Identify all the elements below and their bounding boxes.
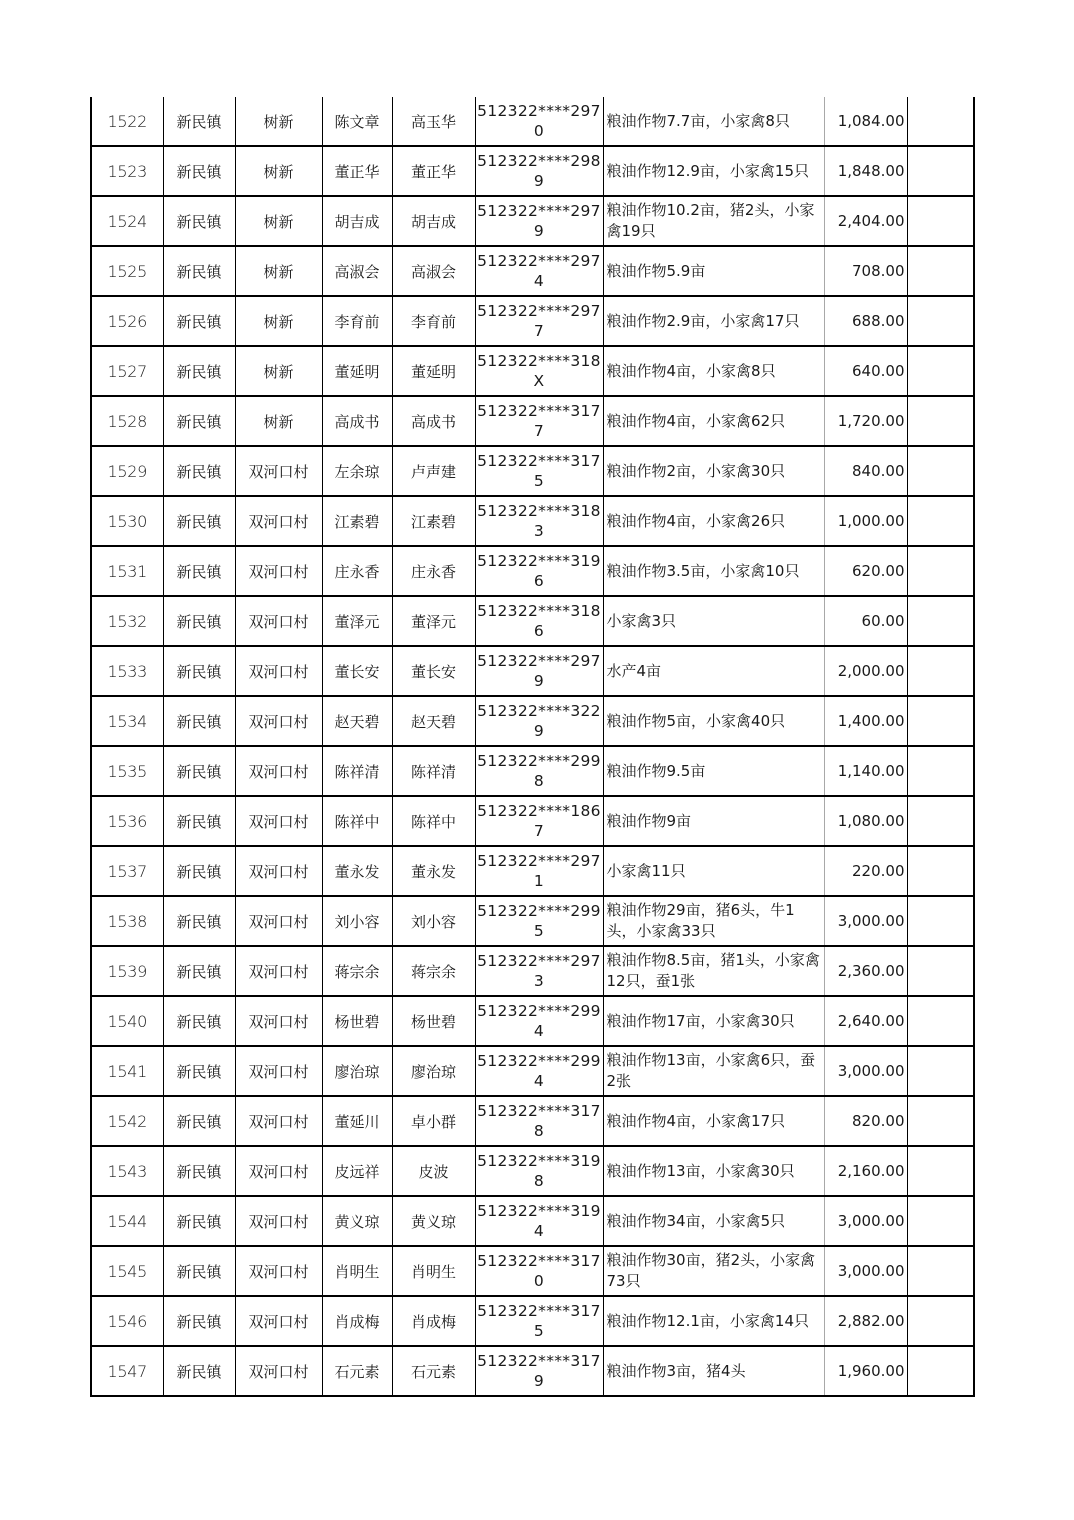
remarks-cell — [907, 1046, 974, 1096]
town-cell: 新民镇 — [163, 196, 235, 246]
subsidy-amount-cell: 2,000.00 — [824, 646, 907, 696]
row-number-cell: 1529 — [91, 446, 163, 496]
production-plan-cell: 小家禽11只 — [603, 846, 824, 896]
village-cell: 双河口村 — [235, 546, 322, 596]
remarks-cell — [907, 196, 974, 246]
recipient-name-cell: 黄义琼 — [392, 1196, 475, 1246]
subsidy-amount-cell: 1,960.00 — [824, 1346, 907, 1396]
town-cell: 新民镇 — [163, 1046, 235, 1096]
id-number-cell: 512322****2973 — [475, 946, 603, 996]
id-number-cell: 512322****2995 — [475, 896, 603, 946]
table-row — [91, 1246, 974, 1296]
recipient-name-cell: 刘小容 — [392, 896, 475, 946]
subsidy-amount-cell: 688.00 — [824, 296, 907, 346]
subsidy-amount-cell: 1,720.00 — [824, 396, 907, 446]
village-cell: 双河口村 — [235, 596, 322, 646]
recipient-name-cell: 肖明生 — [392, 1246, 475, 1296]
recipient-name-cell: 董永发 — [392, 846, 475, 896]
village-cell: 树新 — [235, 196, 322, 246]
village-cell: 双河口村 — [235, 1246, 322, 1296]
subsidy-amount-cell: 1,080.00 — [824, 796, 907, 846]
row-number-cell: 1547 — [91, 1346, 163, 1396]
production-plan-cell: 粮油作物34亩，小家禽5只 — [603, 1196, 824, 1246]
recipient-name-cell: 董长安 — [392, 646, 475, 696]
table-body — [91, 97, 974, 1396]
town-cell: 新民镇 — [163, 746, 235, 796]
id-number-cell: 512322****3229 — [475, 696, 603, 746]
production-plan-cell: 粮油作物29亩，猪6头，牛1头，小家禽33只 — [603, 896, 824, 946]
row-number-cell: 1537 — [91, 846, 163, 896]
id-number-cell: 512322****3186 — [475, 596, 603, 646]
remarks-cell — [907, 97, 974, 146]
recipient-name-cell: 高淑会 — [392, 246, 475, 296]
id-number-cell: 512322****2979 — [475, 646, 603, 696]
production-plan-cell: 粮油作物3亩，猪4头 — [603, 1346, 824, 1396]
production-plan-cell: 水产4亩 — [603, 646, 824, 696]
production-plan-cell: 粮油作物3.5亩，小家禽10只 — [603, 546, 824, 596]
production-plan-cell: 粮油作物13亩，小家禽6只，蚕2张 — [603, 1046, 824, 1096]
town-cell: 新民镇 — [163, 1096, 235, 1146]
table-row — [91, 596, 974, 646]
town-cell: 新民镇 — [163, 546, 235, 596]
row-number-cell: 1532 — [91, 596, 163, 646]
production-plan-cell: 粮油作物5.9亩 — [603, 246, 824, 296]
town-cell: 新民镇 — [163, 146, 235, 196]
id-number-cell: 512322****3170 — [475, 1246, 603, 1296]
subsidy-amount-cell: 3,000.00 — [824, 896, 907, 946]
village-cell: 双河口村 — [235, 696, 322, 746]
subsidy-amount-cell: 2,882.00 — [824, 1296, 907, 1346]
row-number-cell: 1543 — [91, 1146, 163, 1196]
id-number-cell: 512322****2994 — [475, 996, 603, 1046]
id-number-cell: 512322****2974 — [475, 246, 603, 296]
recipient-name-cell: 江素碧 — [392, 496, 475, 546]
subsidy-amount-cell: 820.00 — [824, 1096, 907, 1146]
subsidy-amount-cell: 3,000.00 — [824, 1246, 907, 1296]
subsidy-amount-cell: 2,360.00 — [824, 946, 907, 996]
id-number-cell: 512322****3196 — [475, 546, 603, 596]
recipient-name-cell: 陈祥清 — [392, 746, 475, 796]
table-row — [91, 146, 974, 196]
village-cell: 双河口村 — [235, 846, 322, 896]
remarks-cell — [907, 596, 974, 646]
row-number-cell: 1534 — [91, 696, 163, 746]
village-cell: 双河口村 — [235, 896, 322, 946]
town-cell: 新民镇 — [163, 896, 235, 946]
recipient-name-cell: 董正华 — [392, 146, 475, 196]
remarks-cell — [907, 846, 974, 896]
id-number-cell: 512322****2998 — [475, 746, 603, 796]
id-number-cell: 512322****3175 — [475, 446, 603, 496]
town-cell: 新民镇 — [163, 596, 235, 646]
row-number-cell: 1535 — [91, 746, 163, 796]
householder-name-cell: 蒋宗余 — [322, 946, 392, 996]
table-row — [91, 496, 974, 546]
village-cell: 树新 — [235, 97, 322, 146]
village-cell: 双河口村 — [235, 1046, 322, 1096]
id-number-cell: 512322****3194 — [475, 1196, 603, 1246]
recipient-name-cell: 卢声建 — [392, 446, 475, 496]
remarks-cell — [907, 1196, 974, 1246]
town-cell: 新民镇 — [163, 496, 235, 546]
id-number-cell: 512322****2994 — [475, 1046, 603, 1096]
production-plan-cell: 粮油作物7.7亩，小家禽8只 — [603, 97, 824, 146]
row-number-cell: 1524 — [91, 196, 163, 246]
householder-name-cell: 赵天碧 — [322, 696, 392, 746]
village-cell: 双河口村 — [235, 1346, 322, 1396]
remarks-cell — [907, 446, 974, 496]
remarks-cell — [907, 1146, 974, 1196]
subsidy-table — [90, 97, 975, 1397]
recipient-name-cell: 皮波 — [392, 1146, 475, 1196]
village-cell: 双河口村 — [235, 946, 322, 996]
table-row — [91, 996, 974, 1046]
householder-name-cell: 庄永香 — [322, 546, 392, 596]
householder-name-cell: 石元素 — [322, 1346, 392, 1396]
production-plan-cell: 粮油作物10.2亩，猪2头，小家禽19只 — [603, 196, 824, 246]
id-number-cell: 512322****3179 — [475, 1346, 603, 1396]
subsidy-amount-cell: 2,160.00 — [824, 1146, 907, 1196]
production-plan-cell: 粮油作物30亩，猪2头，小家禽73只 — [603, 1246, 824, 1296]
table-row — [91, 246, 974, 296]
row-number-cell: 1540 — [91, 996, 163, 1046]
production-plan-cell: 粮油作物13亩，小家禽30只 — [603, 1146, 824, 1196]
table-row — [91, 1146, 974, 1196]
householder-name-cell: 董正华 — [322, 146, 392, 196]
recipient-name-cell: 杨世碧 — [392, 996, 475, 1046]
production-plan-cell: 粮油作物2亩，小家禽30只 — [603, 446, 824, 496]
table-row — [91, 546, 974, 596]
householder-name-cell: 肖明生 — [322, 1246, 392, 1296]
recipient-name-cell: 石元素 — [392, 1346, 475, 1396]
subsidy-amount-cell: 620.00 — [824, 546, 907, 596]
village-cell: 树新 — [235, 396, 322, 446]
table-row — [91, 1346, 974, 1396]
recipient-name-cell: 高成书 — [392, 396, 475, 446]
row-number-cell: 1536 — [91, 796, 163, 846]
id-number-cell: 512322****3198 — [475, 1146, 603, 1196]
town-cell: 新民镇 — [163, 846, 235, 896]
town-cell: 新民镇 — [163, 646, 235, 696]
production-plan-cell: 粮油作物17亩，小家禽30只 — [603, 996, 824, 1046]
table-row — [91, 97, 974, 146]
table-row — [91, 1046, 974, 1096]
table-row — [91, 746, 974, 796]
row-number-cell: 1522 — [91, 97, 163, 146]
village-cell: 树新 — [235, 146, 322, 196]
subsidy-amount-cell: 1,140.00 — [824, 746, 907, 796]
remarks-cell — [907, 1346, 974, 1396]
town-cell: 新民镇 — [163, 1246, 235, 1296]
row-number-cell: 1544 — [91, 1196, 163, 1246]
subsidy-amount-cell: 3,000.00 — [824, 1046, 907, 1096]
town-cell: 新民镇 — [163, 246, 235, 296]
householder-name-cell: 黄义琼 — [322, 1196, 392, 1246]
production-plan-cell: 粮油作物5亩，小家禽40只 — [603, 696, 824, 746]
id-number-cell: 512322****3175 — [475, 1296, 603, 1346]
id-number-cell: 512322****2979 — [475, 196, 603, 246]
table-row — [91, 1196, 974, 1246]
remarks-cell — [907, 996, 974, 1046]
id-number-cell: 512322****2977 — [475, 296, 603, 346]
town-cell: 新民镇 — [163, 296, 235, 346]
table-row — [91, 896, 974, 946]
subsidy-amount-cell: 2,404.00 — [824, 196, 907, 246]
row-number-cell: 1546 — [91, 1296, 163, 1346]
row-number-cell: 1539 — [91, 946, 163, 996]
town-cell: 新民镇 — [163, 796, 235, 846]
town-cell: 新民镇 — [163, 1146, 235, 1196]
village-cell: 双河口村 — [235, 1196, 322, 1246]
table-row — [91, 946, 974, 996]
remarks-cell — [907, 546, 974, 596]
village-cell: 树新 — [235, 346, 322, 396]
production-plan-cell: 粮油作物2.9亩，小家禽17只 — [603, 296, 824, 346]
remarks-cell — [907, 796, 974, 846]
id-number-cell: 512322****2970 — [475, 97, 603, 146]
remarks-cell — [907, 1246, 974, 1296]
village-cell: 双河口村 — [235, 746, 322, 796]
village-cell: 双河口村 — [235, 1096, 322, 1146]
production-plan-cell: 粮油作物4亩，小家禽62只 — [603, 396, 824, 446]
remarks-cell — [907, 946, 974, 996]
remarks-cell — [907, 396, 974, 446]
householder-name-cell: 高成书 — [322, 396, 392, 446]
production-plan-cell: 粮油作物9.5亩 — [603, 746, 824, 796]
production-plan-cell: 粮油作物4亩，小家禽8只 — [603, 346, 824, 396]
production-plan-cell: 粮油作物4亩，小家禽17只 — [603, 1096, 824, 1146]
row-number-cell: 1533 — [91, 646, 163, 696]
row-number-cell: 1526 — [91, 296, 163, 346]
recipient-name-cell: 庄永香 — [392, 546, 475, 596]
subsidy-amount-cell: 1,848.00 — [824, 146, 907, 196]
recipient-name-cell: 胡吉成 — [392, 196, 475, 246]
recipient-name-cell: 董泽元 — [392, 596, 475, 646]
remarks-cell — [907, 746, 974, 796]
production-plan-cell: 粮油作物4亩，小家禽26只 — [603, 496, 824, 546]
village-cell: 双河口村 — [235, 1146, 322, 1196]
row-number-cell: 1531 — [91, 546, 163, 596]
town-cell: 新民镇 — [163, 946, 235, 996]
row-number-cell: 1542 — [91, 1096, 163, 1146]
table-row — [91, 796, 974, 846]
recipient-name-cell: 卓小群 — [392, 1096, 475, 1146]
subsidy-amount-cell: 3,000.00 — [824, 1196, 907, 1246]
town-cell: 新民镇 — [163, 1196, 235, 1246]
production-plan-cell: 粮油作物8.5亩，猪1头，小家禽12只，蚕1张 — [603, 946, 824, 996]
id-number-cell: 512322****3183 — [475, 496, 603, 546]
production-plan-cell: 粮油作物9亩 — [603, 796, 824, 846]
remarks-cell — [907, 1296, 974, 1346]
householder-name-cell: 董泽元 — [322, 596, 392, 646]
town-cell: 新民镇 — [163, 97, 235, 146]
id-number-cell: 512322****2971 — [475, 846, 603, 896]
town-cell: 新民镇 — [163, 996, 235, 1046]
town-cell: 新民镇 — [163, 1296, 235, 1346]
householder-name-cell: 肖成梅 — [322, 1296, 392, 1346]
town-cell: 新民镇 — [163, 696, 235, 746]
row-number-cell: 1538 — [91, 896, 163, 946]
subsidy-amount-cell: 220.00 — [824, 846, 907, 896]
remarks-cell — [907, 146, 974, 196]
recipient-name-cell: 蒋宗余 — [392, 946, 475, 996]
householder-name-cell: 江素碧 — [322, 496, 392, 546]
householder-name-cell: 廖治琼 — [322, 1046, 392, 1096]
subsidy-amount-cell: 640.00 — [824, 346, 907, 396]
remarks-cell — [907, 896, 974, 946]
village-cell: 树新 — [235, 296, 322, 346]
table-row — [91, 1096, 974, 1146]
id-number-cell: 512322****3178 — [475, 1096, 603, 1146]
subsidy-amount-cell: 60.00 — [824, 596, 907, 646]
village-cell: 双河口村 — [235, 496, 322, 546]
id-number-cell: 512322****1867 — [475, 796, 603, 846]
householder-name-cell: 董延川 — [322, 1096, 392, 1146]
table-row — [91, 846, 974, 896]
subsidy-amount-cell: 2,640.00 — [824, 996, 907, 1046]
row-number-cell: 1527 — [91, 346, 163, 396]
householder-name-cell: 陈文章 — [322, 97, 392, 146]
remarks-cell — [907, 246, 974, 296]
householder-name-cell: 皮远祥 — [322, 1146, 392, 1196]
table-row — [91, 396, 974, 446]
village-cell: 双河口村 — [235, 1296, 322, 1346]
row-number-cell: 1530 — [91, 496, 163, 546]
recipient-name-cell: 董延明 — [392, 346, 475, 396]
recipient-name-cell: 廖治琼 — [392, 1046, 475, 1096]
subsidy-amount-cell: 1,084.00 — [824, 97, 907, 146]
table-row — [91, 346, 974, 396]
householder-name-cell: 左余琼 — [322, 446, 392, 496]
householder-name-cell: 董长安 — [322, 646, 392, 696]
remarks-cell — [907, 496, 974, 546]
householder-name-cell: 杨世碧 — [322, 996, 392, 1046]
recipient-name-cell: 高玉华 — [392, 97, 475, 146]
table-row — [91, 696, 974, 746]
recipient-name-cell: 李育前 — [392, 296, 475, 346]
remarks-cell — [907, 346, 974, 396]
householder-name-cell: 陈祥清 — [322, 746, 392, 796]
remarks-cell — [907, 696, 974, 746]
table-row — [91, 296, 974, 346]
id-number-cell: 512322****2989 — [475, 146, 603, 196]
town-cell: 新民镇 — [163, 446, 235, 496]
town-cell: 新民镇 — [163, 396, 235, 446]
village-cell: 双河口村 — [235, 446, 322, 496]
village-cell: 双河口村 — [235, 646, 322, 696]
production-plan-cell: 粮油作物12.9亩，小家禽15只 — [603, 146, 824, 196]
householder-name-cell: 高淑会 — [322, 246, 392, 296]
town-cell: 新民镇 — [163, 1346, 235, 1396]
recipient-name-cell: 赵天碧 — [392, 696, 475, 746]
row-number-cell: 1525 — [91, 246, 163, 296]
recipient-name-cell: 肖成梅 — [392, 1296, 475, 1346]
householder-name-cell: 董永发 — [322, 846, 392, 896]
subsidy-amount-cell: 1,000.00 — [824, 496, 907, 546]
remarks-cell — [907, 296, 974, 346]
householder-name-cell: 董延明 — [322, 346, 392, 396]
table-row — [91, 196, 974, 246]
id-number-cell: 512322****3177 — [475, 396, 603, 446]
row-number-cell: 1541 — [91, 1046, 163, 1096]
id-number-cell: 512322****318X — [475, 346, 603, 396]
row-number-cell: 1523 — [91, 146, 163, 196]
table-row — [91, 646, 974, 696]
village-cell: 树新 — [235, 246, 322, 296]
row-number-cell: 1528 — [91, 396, 163, 446]
subsidy-amount-cell: 1,400.00 — [824, 696, 907, 746]
village-cell: 双河口村 — [235, 796, 322, 846]
householder-name-cell: 刘小容 — [322, 896, 392, 946]
production-plan-cell: 粮油作物12.1亩，小家禽14只 — [603, 1296, 824, 1346]
householder-name-cell: 陈祥中 — [322, 796, 392, 846]
town-cell: 新民镇 — [163, 346, 235, 396]
table-row — [91, 446, 974, 496]
householder-name-cell: 胡吉成 — [322, 196, 392, 246]
remarks-cell — [907, 1096, 974, 1146]
subsidy-amount-cell: 840.00 — [824, 446, 907, 496]
table-row — [91, 1296, 974, 1346]
row-number-cell: 1545 — [91, 1246, 163, 1296]
householder-name-cell: 李育前 — [322, 296, 392, 346]
village-cell: 双河口村 — [235, 996, 322, 1046]
recipient-name-cell: 陈祥中 — [392, 796, 475, 846]
remarks-cell — [907, 646, 974, 696]
production-plan-cell: 小家禽3只 — [603, 596, 824, 646]
subsidy-amount-cell: 708.00 — [824, 246, 907, 296]
